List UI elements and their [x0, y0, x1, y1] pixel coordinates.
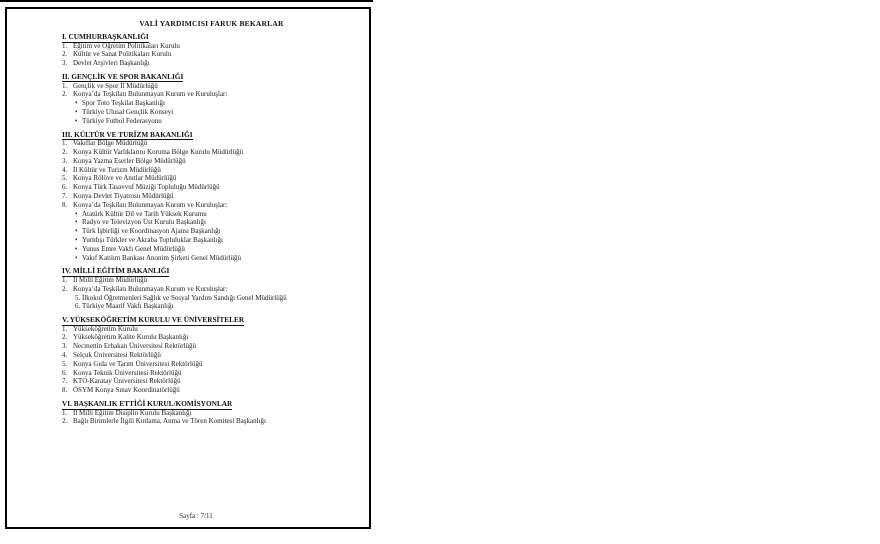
bullet-marker: • — [75, 99, 78, 108]
item-text: İl Milli Eğitim Disiplin Kurulu Başkanlığı — [73, 408, 192, 417]
item-text: Türkiye Maarif Vakfı Başkanlığı — [82, 302, 174, 311]
item-text: ÖSYM Konya Sınav Koordinatörlüğü — [73, 386, 180, 395]
item-number: 1. — [62, 324, 68, 333]
item-text: Türkiye Ulusal Gençlik Konseyi — [82, 107, 174, 116]
section-heading — [62, 399, 361, 409]
item-number: 5. — [62, 359, 68, 368]
list-item — [62, 276, 361, 285]
item-number: 1. — [62, 408, 68, 417]
section — [62, 399, 361, 426]
item-text: KTO-Karatay Üniversitesi Rektörlüğü — [73, 377, 181, 386]
list-item — [62, 369, 361, 378]
item-text: Konya Rölöve ve Anıtlar Müdürlüğü — [73, 174, 177, 183]
item-number: 8. — [62, 386, 68, 395]
item-text: Eğitim ve Öğretim Politikaları Kurulu — [73, 41, 180, 50]
section — [62, 315, 361, 395]
item-number: 3. — [62, 156, 68, 165]
list-item — [62, 227, 361, 236]
list-item — [62, 183, 361, 192]
list-item — [62, 42, 361, 51]
list-item — [62, 108, 361, 117]
bullet-marker: • — [75, 227, 78, 236]
sections-list — [62, 32, 361, 426]
item-number: 6. — [62, 183, 68, 192]
item-number: 1. — [62, 81, 68, 90]
item-text: Konya Gıda ve Tarım Üniversitesi Rektörlüğü — [73, 359, 203, 368]
section-heading-text: I. CUMHURBAŞKANLIĞI — [62, 32, 149, 41]
section-heading — [62, 266, 361, 276]
item-text: Devlet Arşivleri Başkanlığı — [73, 59, 150, 68]
item-text: Yükseköğretim Kalite Kurulu Başkanlığı — [73, 333, 189, 342]
item-text: Necmettin Erbakan Üniversitesi Rektörlüğü — [73, 342, 197, 351]
item-text: Türkiye Futbol Federasyonu — [82, 116, 162, 125]
list-item — [62, 294, 361, 303]
page-title: VALİ YARDIMCISI FARUK BEKARLAR — [139, 19, 284, 28]
item-text: Yurtdışı Türkler ve Akraba Topluluklar Başkanlığı — [82, 235, 223, 244]
item-text: Konya Teknik Üniversitesi Rektörlüğü — [73, 368, 182, 377]
list-item — [62, 254, 361, 263]
item-text: Vakıflar Bölge Müdürlüğü — [73, 139, 148, 148]
bullet-marker: • — [75, 253, 78, 262]
list-item — [62, 192, 361, 201]
item-number: 7. — [62, 191, 68, 200]
section — [62, 32, 361, 68]
list-item — [62, 139, 361, 148]
bullet-marker: • — [75, 107, 78, 116]
item-number: 1. — [62, 41, 68, 50]
list-item — [62, 157, 361, 166]
item-number: 5. — [62, 174, 68, 183]
item-text: Gençlik ve Spor İl Müdürlüğü — [73, 81, 158, 90]
item-text: Vakıf Katılım Bankası Anonim Şirketi Genel Müdürlüğü — [82, 253, 242, 262]
item-number: 4. — [62, 351, 68, 360]
list-item — [62, 333, 361, 342]
item-text: Yunus Emre Vakfı Genel Müdürlüğü — [82, 244, 185, 253]
item-text: İl Milli Eğitim Müdürlüğü — [73, 275, 148, 284]
list-item — [62, 59, 361, 68]
item-text: Konya Yazma Eserler Bölge Müdürlüğü — [73, 156, 186, 165]
section-heading — [62, 72, 361, 82]
item-text: Konya Kültür Varlıklarını Koruma Bölge Kurulu Müdürlüğü — [73, 147, 244, 156]
list-item — [62, 117, 361, 126]
list-item — [62, 166, 361, 175]
bullet-marker: • — [75, 209, 78, 218]
list-item — [62, 342, 361, 351]
section-heading-text: II. GENÇLİK VE SPOR BAKANLIĞI — [62, 71, 184, 81]
item-number: 4. — [62, 165, 68, 174]
item-number: 6. — [75, 302, 81, 311]
list-item — [62, 386, 361, 395]
item-text: Radyo ve Televizyon Üst Kurulu Başkanlığı — [82, 218, 207, 227]
item-number: 3. — [62, 59, 68, 68]
section — [62, 266, 361, 311]
item-text: Konya Devlet Tiyatrosu Müdürlüğü — [73, 191, 174, 200]
section — [62, 72, 361, 126]
item-text: Bağlı Birimlerle İlgili Kutlama, Anma ve Tören Komitesi Başkanlığı — [73, 417, 266, 426]
bullet-marker: • — [75, 116, 78, 125]
section-heading-text: III. KÜLTÜR VE TURİZM BAKANLIĞI — [62, 129, 193, 139]
item-text: Türk İşbirliği ve Koordinasyon Ajansı Başkanlığı — [82, 227, 221, 236]
bullet-marker: • — [75, 244, 78, 253]
item-number: 2. — [62, 90, 68, 99]
section — [62, 130, 361, 263]
item-number: 2. — [62, 417, 68, 426]
list-item — [62, 377, 361, 386]
list-item — [62, 236, 361, 245]
section-heading-text: VI. BAŞKANLIK ETTİĞİ KURUL/KOMİSYONLAR — [62, 399, 233, 409]
item-text: Konya’da Teşkilatı Bulunmayan Kurum ve Kuruluşlar: — [73, 200, 228, 209]
section-heading-text: IV. MİLLİ EĞİTİM BAKANLIĞI — [62, 266, 170, 276]
item-number: 5. — [75, 293, 81, 302]
section-heading — [62, 130, 361, 140]
item-number: 7. — [62, 377, 68, 386]
item-number: 8. — [62, 200, 68, 209]
scan-edge-artifact — [0, 0, 373, 2]
bullet-marker: • — [75, 218, 78, 227]
list-item — [62, 417, 361, 426]
item-number: 2. — [62, 284, 68, 293]
item-text: Konya Türk Tasavvuf Müziği Topluluğu Müdürlüğü — [73, 183, 220, 192]
list-item — [62, 82, 361, 91]
list-item — [62, 325, 361, 334]
item-number: 2. — [62, 147, 68, 156]
list-item — [62, 302, 361, 311]
item-text: Konya’da Teşkilatı Bulunmayan Kurum ve Kuruluşlar: — [73, 90, 228, 99]
bullet-marker: • — [75, 235, 78, 244]
item-number: 6. — [62, 368, 68, 377]
item-text: Konya’da Teşkilatı Bulunmayan Kurum ve Kuruluşlar: — [73, 284, 228, 293]
section-heading — [62, 32, 361, 42]
item-number: 2. — [62, 333, 68, 342]
list-item — [62, 409, 361, 418]
list-item — [62, 148, 361, 157]
document-page — [5, 7, 371, 529]
list-item — [62, 285, 361, 294]
item-number: 2. — [62, 50, 68, 59]
list-item — [62, 218, 361, 227]
item-text: İl Kültür ve Turizm Müdürlüğü — [73, 165, 161, 174]
item-text: Kültür ve Sanat Politikaları Kurulu — [73, 50, 172, 59]
page-footer — [7, 512, 369, 520]
section-heading-text: V. YÜKSEKÖĞRETİM KURULU VE ÜNİVERSİTELER — [62, 315, 245, 325]
list-item — [62, 174, 361, 183]
item-text: Selçuk Üniversitesi Rektörlüğü — [73, 351, 161, 360]
item-text: Yükseköğretim Kurulu — [73, 324, 138, 333]
list-item — [62, 99, 361, 108]
list-item — [62, 360, 361, 369]
list-item — [62, 90, 361, 99]
list-item — [62, 50, 361, 59]
list-item — [62, 201, 361, 210]
item-number: 1. — [62, 139, 68, 148]
list-item — [62, 351, 361, 360]
item-text: Spor Toto Teşkilat Başkanlığı — [82, 99, 165, 108]
page-content — [62, 19, 361, 426]
item-number: 1. — [62, 275, 68, 284]
item-text: İlkokul Öğretmenleri Sağlık ve Sosyal Yardım Sandığı Genel Müdürlüğü — [82, 293, 287, 302]
item-text: Atatürk Kültür Dil ve Tarih Yüksek Kurumu — [82, 209, 207, 218]
item-number: 3. — [62, 342, 68, 351]
section-heading — [62, 315, 361, 325]
list-item — [62, 245, 361, 254]
page-number: Sayfa : 7/11 — [179, 512, 213, 520]
list-item — [62, 210, 361, 219]
